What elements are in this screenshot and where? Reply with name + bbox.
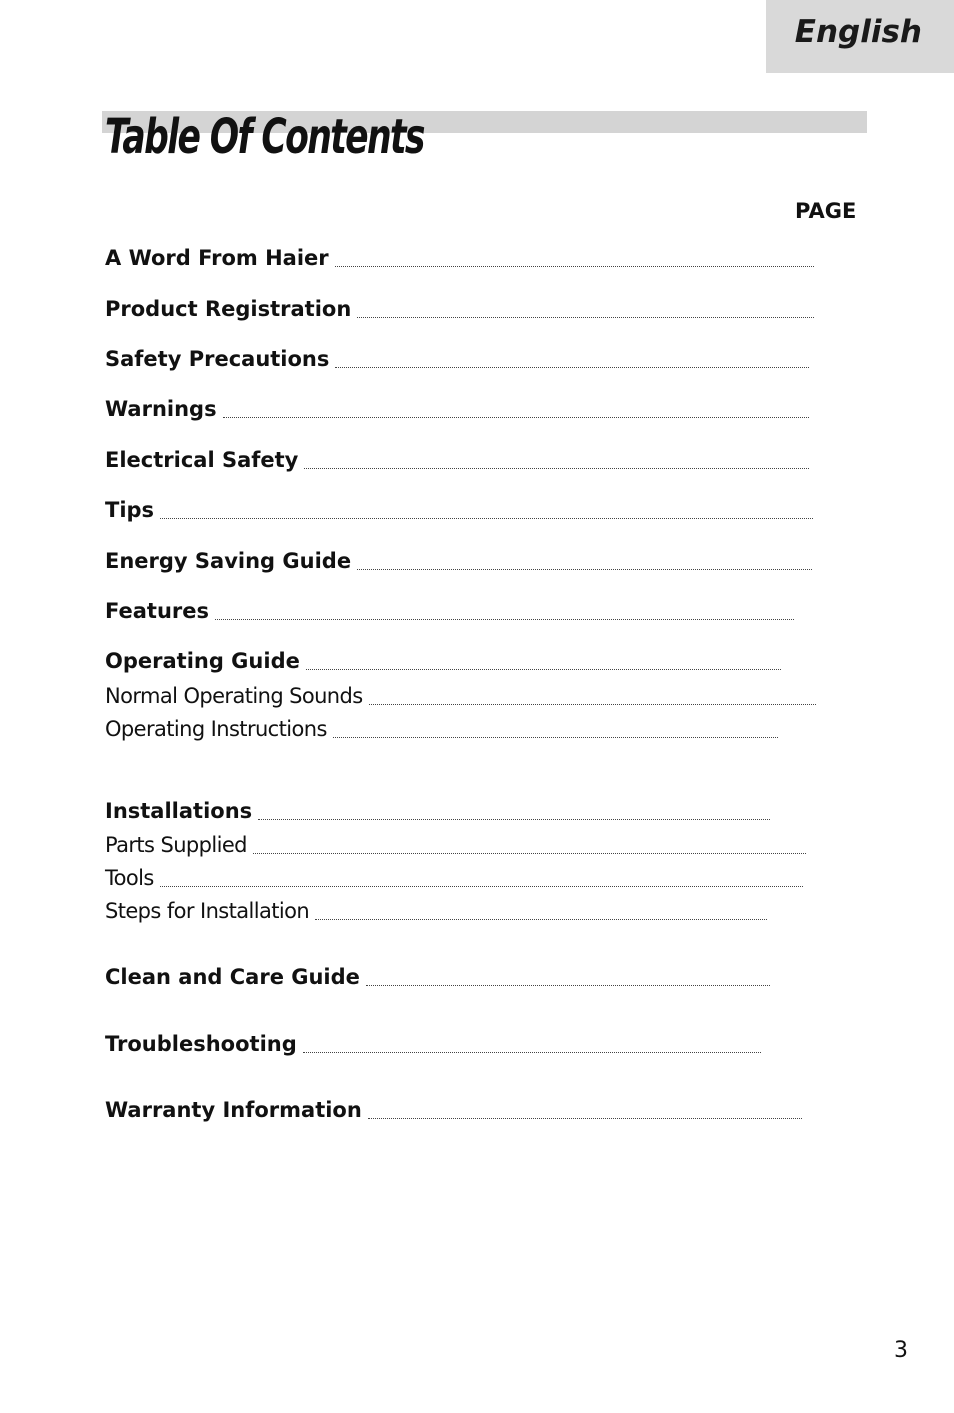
toc-dot-leader bbox=[215, 619, 794, 620]
toc-entry bbox=[105, 1098, 802, 1122]
toc-entry bbox=[105, 965, 770, 989]
toc-entry-label: Troubleshooting bbox=[105, 1032, 297, 1056]
toc-dot-leader bbox=[366, 985, 770, 986]
toc-subentry-label: Tools bbox=[105, 866, 154, 890]
toc-entry bbox=[105, 246, 814, 270]
toc-dot-leader bbox=[253, 853, 806, 854]
toc-subentry bbox=[105, 684, 816, 708]
toc-dot-leader bbox=[333, 737, 778, 738]
toc-dot-leader bbox=[258, 819, 770, 820]
toc-entry-label: Clean and Care Guide bbox=[105, 965, 360, 989]
toc-subentry bbox=[105, 717, 778, 741]
toc-dot-leader bbox=[357, 317, 814, 318]
toc-dot-leader bbox=[306, 669, 781, 670]
toc-entry bbox=[105, 649, 781, 673]
toc-entry-label: Tips bbox=[105, 498, 155, 522]
toc-entry-label: Features bbox=[105, 599, 209, 623]
page-column-header: PAGE bbox=[795, 199, 857, 223]
toc-dot-leader bbox=[368, 1118, 802, 1119]
toc-entry bbox=[105, 799, 770, 823]
toc-entry-label: Operating Guide bbox=[105, 649, 300, 673]
toc-entry bbox=[105, 599, 794, 623]
toc-subentry bbox=[105, 866, 803, 890]
language-label: English bbox=[794, 14, 922, 50]
toc-subentry-label: Steps for Installation bbox=[105, 899, 310, 923]
toc-subentry-label: Normal Operating Sounds bbox=[105, 684, 363, 708]
toc-entry bbox=[105, 448, 809, 472]
toc-dot-leader bbox=[160, 518, 813, 519]
toc-dot-leader bbox=[303, 1052, 761, 1053]
page-number: 3 bbox=[894, 1338, 908, 1363]
page-title: Table Of Contents bbox=[105, 109, 424, 165]
toc-dot-leader bbox=[335, 367, 809, 368]
toc-dot-leader bbox=[223, 417, 809, 418]
toc-entry-label: Installations bbox=[105, 799, 253, 823]
toc-dot-leader bbox=[357, 569, 812, 570]
toc-entry bbox=[105, 1032, 761, 1056]
toc-entry-label: Energy Saving Guide bbox=[105, 549, 352, 573]
toc-subentry bbox=[105, 899, 767, 923]
toc-subentry-label: Operating Instructions bbox=[105, 717, 327, 741]
toc-entry-label: Product Registration bbox=[105, 297, 352, 321]
toc-subentry bbox=[105, 833, 806, 857]
toc-entry-label: Safety Precautions bbox=[105, 347, 330, 371]
toc-entry bbox=[105, 498, 813, 522]
toc-entry bbox=[105, 397, 809, 421]
toc-entry-label: A Word From Haier bbox=[105, 246, 329, 270]
toc-dot-leader bbox=[335, 266, 814, 267]
toc-entry bbox=[105, 347, 809, 371]
toc-dot-leader bbox=[160, 886, 803, 887]
toc-dot-leader bbox=[315, 919, 767, 920]
toc-entry-label: Warnings bbox=[105, 397, 217, 421]
language-tab bbox=[766, 0, 954, 73]
toc-entry bbox=[105, 297, 814, 321]
toc-dot-leader bbox=[304, 468, 809, 469]
toc-entry bbox=[105, 549, 812, 573]
toc-dot-leader bbox=[369, 704, 816, 705]
toc-subentry-label: Parts Supplied bbox=[105, 833, 247, 857]
toc-entry-label: Electrical Safety bbox=[105, 448, 299, 472]
toc-entry-label: Warranty Information bbox=[105, 1098, 362, 1122]
